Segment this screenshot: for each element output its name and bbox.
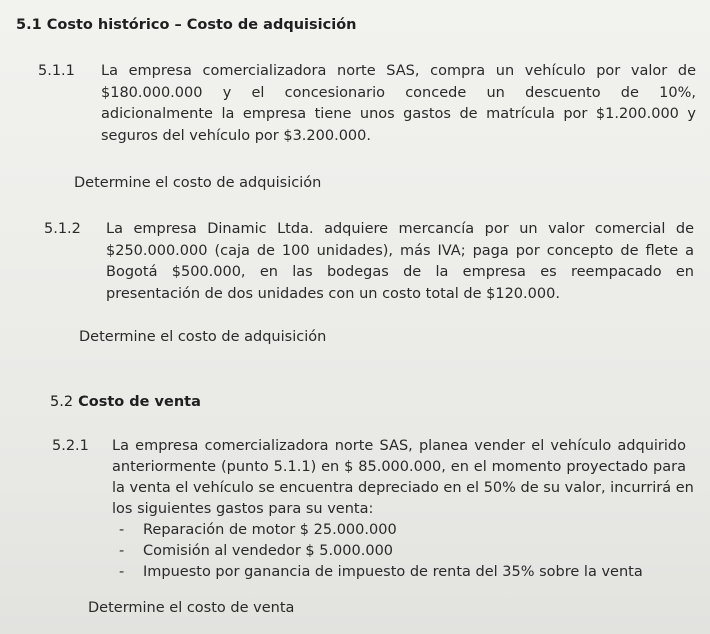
statement-line: seguros del vehículo por $3.200.000. (101, 127, 371, 144)
list-item-text: Comisión al vendedor $ 5.000.000 (143, 543, 394, 559)
list-item-text: Impuesto por ganancia de impuesto de renta del 35% sobre la venta (143, 564, 643, 580)
section-5-1-title: 5.1 Costo histórico – Costo de adquisición (16, 17, 357, 33)
statement-line: los siguientes gastos para su venta: (112, 501, 374, 517)
list-item-text: Reparación de motor $ 25.000.000 (143, 522, 397, 538)
exercise-5-1-2-statement (106, 219, 694, 305)
bullet-marker: - (119, 543, 125, 559)
section-5-2-label: Costo de venta (78, 394, 201, 410)
statement-line: la venta el vehículo se encuentra depreciado en el 50% de su valor, incurrirá en (112, 480, 694, 496)
statement-line: presentación de dos unidades con un costo total de $120.000. (106, 285, 560, 302)
exercise-5-1-2-number: 5.1.2 (44, 221, 81, 237)
bullet-marker: - (119, 522, 125, 538)
exercise-5-2-1-statement (112, 436, 694, 520)
statement-line: Bogotá $500.000, en las bodegas de la empresa es reempacado en (106, 264, 694, 280)
list-item (119, 562, 643, 583)
statement-line: $180.000.000 y el concesionario concede un descuento de 10%, (101, 84, 696, 101)
statement-line: anteriormente (punto 5.1.1) en $ 85.000.000, en el momento proyectado para (112, 459, 686, 475)
list-item (119, 520, 643, 541)
exercise-5-1-1-number: 5.1.1 (38, 63, 75, 79)
statement-line: adicionalmente la empresa tiene unos gastos de matrícula por $1.200.000 y (101, 106, 696, 122)
statement-line: La empresa comercializadora norte SAS, planea vender el vehículo adquirido (112, 438, 686, 454)
statement-line: La empresa comercializadora norte SAS, compra un vehículo por valor de (101, 63, 696, 79)
exercise-5-1-1-statement (101, 61, 696, 147)
statement-line: $250.000.000 (caja de 100 unidades), más IVA; paga por concepto de flete a (106, 242, 694, 259)
exercise-5-1-1-prompt: Determine el costo de adquisición (74, 175, 322, 191)
exercise-5-2-1-number: 5.2.1 (52, 438, 89, 454)
list-item (119, 541, 643, 562)
section-5-2-title (50, 394, 201, 410)
statement-line: La empresa Dinamic Ltda. adquiere mercancía por un valor comercial de (106, 221, 694, 237)
exercise-5-1-2-prompt: Determine el costo de adquisición (79, 329, 327, 345)
exercise-5-2-1-expense-list (119, 520, 643, 583)
bullet-marker: - (119, 564, 125, 580)
section-5-2-number: 5.2 (50, 394, 74, 410)
exercise-5-2-1-prompt: Determine el costo de venta (88, 600, 295, 616)
